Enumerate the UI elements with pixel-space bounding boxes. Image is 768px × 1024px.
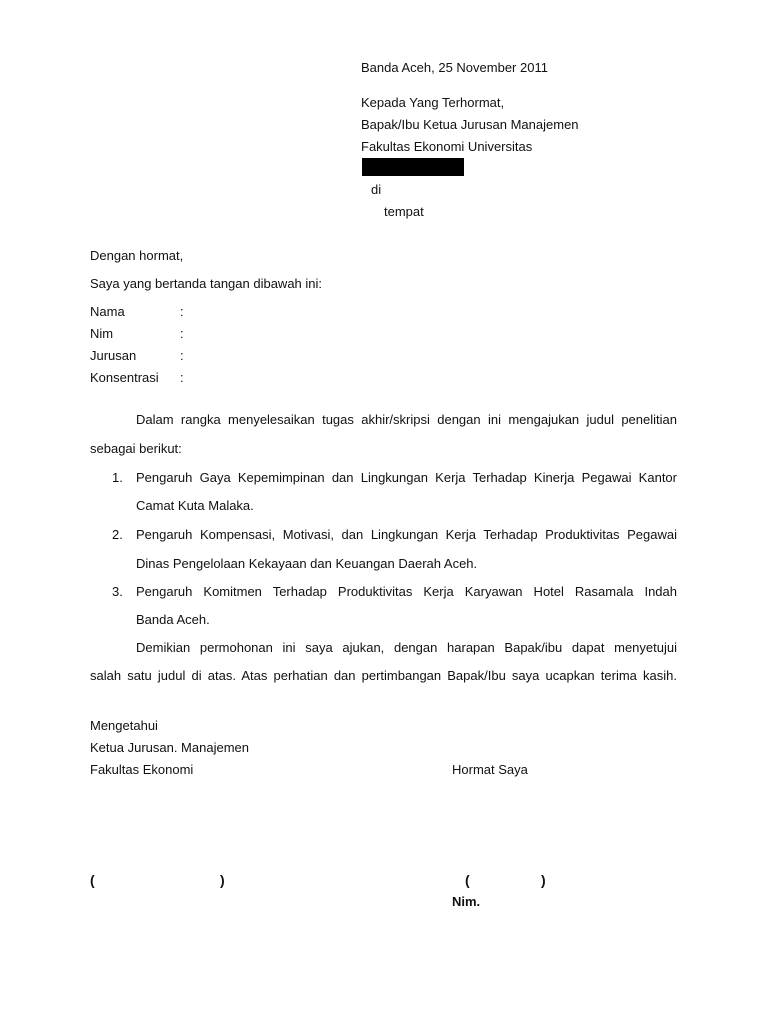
body-paragraph-line-2: sebagai berikut: [90,441,182,456]
recipient-tempat: tempat [384,204,424,219]
recipient-line-2: Bapak/Ibu Ketua Jurusan Manajemen [361,117,579,132]
list-item-line: Pengaruh Gaya Kepemimpinan dan Lingkungan Kerja Terhadap Kinerja Pegawai Kantor [136,470,677,485]
closing-paragraph-line-1: Demikian permohonan ini saya ajukan, dengan harapan Bapak/ibu dapat menyetujui [136,640,677,655]
signature-right-open-paren: ( [465,872,470,888]
intro-line: Saya yang bertanda tangan dibawah ini: [90,276,323,291]
greeting: Dengan hormat, [90,248,184,263]
place-date: Banda Aceh, 25 November 2011 [361,60,548,75]
field-label-jurusan: Jurusan [90,348,137,363]
field-colon-jurusan: : [180,348,184,363]
signature-hormat-saya: Hormat Saya [452,762,528,777]
signature-left-open-paren: ( [90,872,95,888]
list-item-number: 1. [112,470,123,485]
field-label-nim: Nim [90,326,114,341]
list-item-line: Banda Aceh. [136,612,210,627]
body-paragraph-line-1: Dalam rangka menyelesaikan tugas akhir/skripsi dengan ini mengajukan judul penelitian [136,412,677,427]
signature-fakultas: Fakultas Ekonomi [90,762,194,777]
signature-nim: Nim. [452,894,481,909]
list-item-number: 3. [112,584,123,599]
signature-right-close-paren: ) [541,872,546,888]
recipient-line-1: Kepada Yang Terhormat, [361,95,505,110]
closing-paragraph-line-2: salah satu judul di atas. Atas perhatian dan pertimbangan Bapak/Ibu saya ucapkan terima kasih. [90,668,677,683]
list-item-line: Pengaruh Kompensasi, Motivasi, dan Lingkungan Kerja Terhadap Produktivitas Pegawai [136,527,677,542]
field-colon-nama: : [180,304,184,319]
signature-left-close-paren: ) [220,872,225,888]
field-label-nama: Nama [90,304,125,319]
redaction-bar [362,158,464,176]
list-item-line: Dinas Pengelolaan Kekayaan dan Keuangan Daerah Aceh. [136,556,478,571]
recipient-line-3: Fakultas Ekonomi Universitas [361,139,533,154]
field-colon-nim: : [180,326,184,341]
list-item-line: Pengaruh Komitmen Terhadap Produktivitas Kerja Karyawan Hotel Rasamala Indah [136,584,677,599]
list-item-number: 2. [112,527,123,542]
signature-mengetahui: Mengetahui [90,718,158,733]
signature-ketua-jurusan: Ketua Jurusan. Manajemen [90,740,249,755]
field-colon-konsentrasi: : [180,370,184,385]
recipient-di: di [371,182,382,197]
field-label-konsentrasi: Konsentrasi [90,370,159,385]
list-item-line: Camat Kuta Malaka. [136,498,254,513]
